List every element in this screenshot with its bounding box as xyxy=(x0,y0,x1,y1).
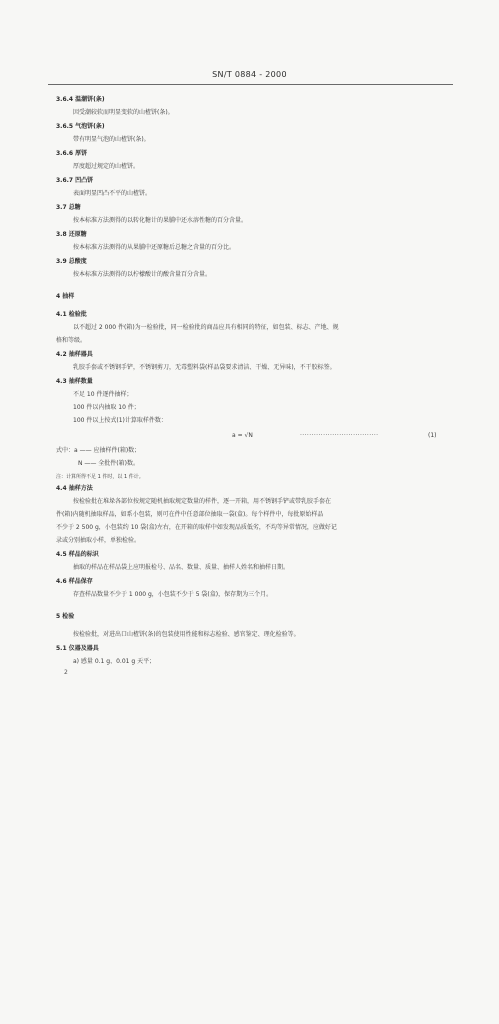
page-number: 2 xyxy=(64,669,68,676)
section-4-4-text-4: 录或分别抽取小样，单独检验。 xyxy=(56,537,141,544)
section-3-6-6-heading: 3.6.6 厚饼 xyxy=(56,150,88,157)
section-3-9-heading: 3.9 总酸度 xyxy=(56,258,87,265)
formula: a = √N xyxy=(232,432,253,439)
section-4-4-heading: 4.4 抽样方法 xyxy=(56,485,93,492)
section-3-8-text: 按本标准方法测得的从果脯中还原糖后总糖之含量的百分比。 xyxy=(73,244,236,251)
section-5-1-heading: 5.1 仪器及器具 xyxy=(56,645,99,652)
section-3-6-6-text: 厚度超过规定的山楂饼。 xyxy=(73,163,140,170)
formula-leader: ·································· xyxy=(300,432,379,439)
section-4-1-heading: 4.1 检验批 xyxy=(56,311,87,318)
section-4-1-text-1: 以不超过 2 000 件(箱)为一检验批，同一检验批的商品应具有相同的特征，如包装、标志、产地、规 xyxy=(73,324,339,331)
header-rule xyxy=(48,84,453,85)
section-3-6-4-heading: 3.6.4 温潮饼(条) xyxy=(56,96,105,103)
section-4-6-heading: 4.6 样品保存 xyxy=(56,578,93,585)
section-5-1-item-a: a) 感量 0.1 g、0.01 g 天平； xyxy=(73,658,156,665)
section-4-3-heading: 4.3 抽样数量 xyxy=(56,378,93,385)
formula-number: (1) xyxy=(428,432,437,439)
section-3-6-7-heading: 3.6.7 凹凸饼 xyxy=(56,177,94,184)
section-4-4-text-3: 不少于 2 500 g，小包装约 10 袋(盒)左右，在开箱的取样中如发现品质低劣，不均等异常情况，应做好记 xyxy=(56,524,337,531)
section-5-text: 按检验批，对进出口山楂饼(条)的包装使用性能和标志检验、感官鉴定、理化检验等。 xyxy=(73,631,300,638)
section-3-6-7-text: 表面明显凹凸不平的山楂饼。 xyxy=(73,190,152,197)
section-4-4-text-1: 按检验批在堆垛各部位按规定随机抽取规定数量的样件，逐一开箱，用不锈钢手铲或带乳胶手套在 xyxy=(73,498,332,505)
section-5-heading: 5 检验 xyxy=(56,613,75,620)
section-3-9-text: 按本标准方法测得的以柠檬酸计的酸含量百分含量。 xyxy=(73,271,212,278)
section-3-7-heading: 3.7 总糖 xyxy=(56,204,81,211)
section-3-8-heading: 3.8 还原糖 xyxy=(56,231,87,238)
formula-where-a: 式中：a —— 应抽样件(箱)数； xyxy=(56,447,141,454)
section-3-7-text: 按本标准方法测得的以转化糖计的果脯中还水溶性糖的百分含量。 xyxy=(73,217,248,224)
section-3-6-4-text: 因受潮较软而明显变软的山楂饼(条)。 xyxy=(73,109,174,116)
section-4-heading: 4 抽样 xyxy=(56,293,75,300)
section-4-3-item-c: 100 件以上按式(1)计算取样件数： xyxy=(73,417,167,424)
section-4-2-heading: 4.2 抽样器具 xyxy=(56,351,93,358)
section-4-4-text-2: 件(箱)内随机抽取样品，如系小包装，则可在件中任意部位抽取一袋(盒)。每个样件中，每批原始样品 xyxy=(56,511,324,518)
section-3-6-5-heading: 3.6.5 气泡饼(条) xyxy=(56,123,105,130)
section-4-3-item-b: 100 件以内抽取 10 件； xyxy=(73,404,140,411)
section-4-5-heading: 4.5 样品的标识 xyxy=(56,551,99,558)
formula-where-n: N —— 全批件(箱)数。 xyxy=(78,460,139,467)
section-4-3-item-a: 不足 10 件逐件抽样； xyxy=(73,391,133,398)
section-4-1-text-2: 格和等级。 xyxy=(56,337,87,344)
section-3-6-5-text: 带有明显气泡的山楂饼(条)。 xyxy=(73,136,150,143)
standard-header: SN/T 0884 - 2000 xyxy=(212,70,287,79)
section-4-2-text: 乳胶手套或不锈钢手铲，不锈钢剪刀，无毒塑料袋(样品袋要求清洁、干燥、无异味)，不干胶标签。 xyxy=(73,364,336,371)
section-4-5-text: 抽取的样品在样品袋上应明报检号、品名、数量、质量、抽样人姓名和抽样日期。 xyxy=(73,564,290,571)
note: 注：计算所得不足 1 件时，以 1 件计。 xyxy=(56,474,144,480)
section-4-6-text: 存查样品数量不少于 1 000 g，小包装不少于 5 袋(盒)，保存期为三个月。 xyxy=(73,591,273,598)
